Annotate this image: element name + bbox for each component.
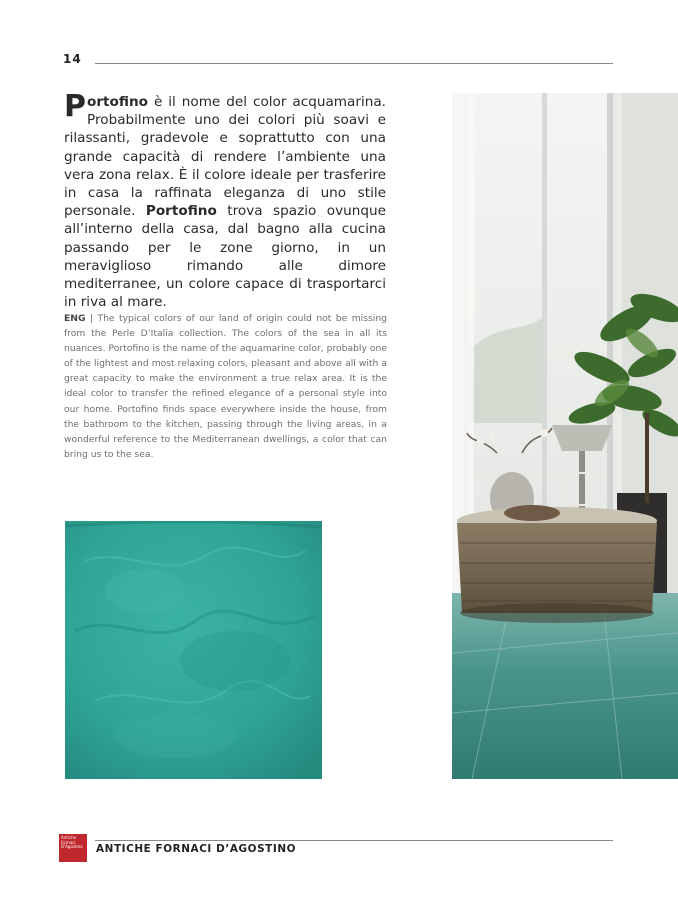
english-text: | The typical colors of our land of origin could not be missing from the Perle D’Italia collection. The colors of the sea in all its nuances. Portofino is the name of the aquamarine color, probably one of the lightest and most relaxing colors, pleasant and above all with a great capacity to make the environment a true relax area. It is the ideal color to transfer the refined elegance of a personal style into our home. Portofino finds space everywhere inside the house, from the bathroom to the kitchen, passing through the living areas, in a wonderful reference to the Mediterranean dwellings, a color that can bring us to the sea. [64, 313, 387, 460]
brand-name: ANTICHE FORNACI D’AGOSTINO [96, 843, 297, 855]
interior-photo [452, 93, 678, 779]
italian-text-part2: trova spazio ovunque all’interno della casa, dal bagno alla cucina passando per le zone giorno, in un meraviglioso rimando alle dimore mediterranee, un colore capace di trasportarci in riva al mare. [64, 203, 386, 311]
drop-cap: P [64, 89, 86, 124]
lead-word: ortofino [87, 94, 148, 110]
logo-line: D'Agostino [61, 844, 83, 850]
footer-divider [95, 840, 613, 841]
english-description [64, 311, 387, 462]
tile-swatch-image [65, 521, 322, 779]
brand-logo [59, 834, 87, 862]
page-number: 14 [63, 52, 82, 66]
italian-description [64, 89, 386, 311]
logo-line: Antiche [61, 835, 77, 840]
logo-line: Fornaci [61, 839, 76, 845]
italian-text-part1: è il nome del color acquamarina. Probabilmente uno dei colori più soavi e rilassanti, gradevole e soprattutto con una grande capacità di rendere l’ambiente una vera zona relax. È il colore ideale per trasferire in casa la raffinata eleganza di uno stile personale. [64, 94, 386, 220]
header-divider [95, 63, 613, 64]
eng-tag: ENG [64, 313, 86, 324]
bold-color-name: Portofino [145, 203, 217, 220]
